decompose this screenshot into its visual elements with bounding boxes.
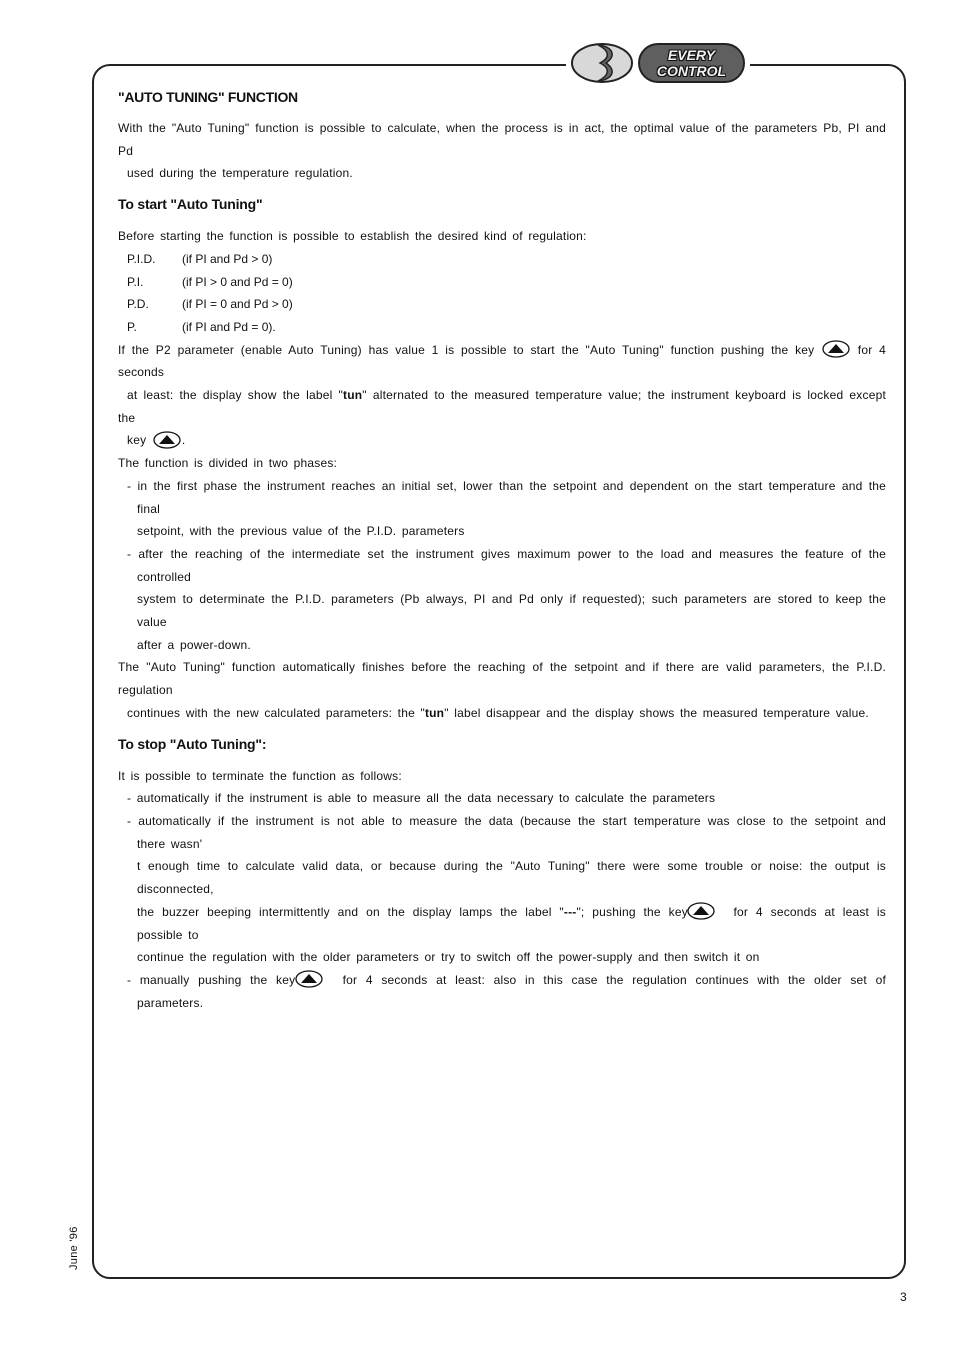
- stop-heading: To stop "Auto Tuning":: [118, 735, 267, 752]
- p2-paragraph: If the P2 parameter (enable Auto Tuning) has value 1 is possible to start the "Auto Tuning" function pushing the key for 4 seconds at least: the display show the label "tun" alternated to the measured temperature value; the instrument keyboard is locked except the key .: [118, 339, 886, 453]
- up-arrow-key-icon: [153, 431, 181, 449]
- intro-paragraph: With the "Auto Tuning" function is possible to calculate, when the process is in act, the optimal value of the parameters Pb, PI and Pd used during the temperature regulation.: [118, 121, 886, 181]
- page-number: 3: [900, 1290, 907, 1304]
- list-item: P. (if PI and Pd = 0).: [127, 319, 276, 334]
- stop-intro: It is possible to terminate the function as follows:: [118, 768, 402, 783]
- phases-intro: The function is divided in two phases:: [118, 456, 338, 471]
- logo-badge: [638, 43, 745, 83]
- start-heading: To start "Auto Tuning": [118, 196, 263, 213]
- finish-paragraph: The "Auto Tuning" function automatically finishes before the reaching of the setpoint and if there are valid parameters, the P.I.D. regulation continues with the new calculated parameters: the "tun" label disappear and the display shows the measured temperature value.: [118, 660, 886, 720]
- stop-item-2: - automatically if the instrument is not able to measure the data (because the start temperature was close to the setpoint and there wasn' t enough time to calculate valid data, or because during the "Auto Tuning" there were some trouble or noise: the output is disconnected, the buzzer beeping intermittently and on the display lamps the label "---"; pushing the key for 4 seconds at least is possible to continue the regulation with the older parameters or try to switch off the power-supply and then switch it on: [127, 813, 886, 965]
- logo-emblem-icon: [570, 42, 634, 84]
- stop-item-1: - automatically if the instrument is able to measure all the data necessary to calculate the parameters: [127, 791, 716, 806]
- footer-date: June '96: [68, 1226, 80, 1270]
- up-arrow-key-icon: [305, 970, 333, 988]
- start-before-text: Before starting the function is possible to establish the desired kind of regulation:: [118, 229, 587, 244]
- document-body: [118, 86, 886, 1014]
- section-title: "AUTO TUNING" FUNCTION: [118, 89, 298, 105]
- phase-2-item: - after the reaching of the intermediate set the instrument gives maximum power to the load and measures the feature of the controlled system to determinate the P.I.D. parameters (Pb always, PI and Pd only if requested); such parameters are stored to keep the value after a power-down.: [127, 546, 886, 652]
- logo-line-1: EVERY: [667, 47, 716, 63]
- up-arrow-key-icon: [697, 902, 725, 920]
- up-arrow-key-icon: [822, 340, 850, 358]
- regulation-list: [118, 248, 886, 339]
- list-item: P.D. (if PI = 0 and Pd > 0): [127, 297, 293, 312]
- logo-line-2: CONTROL: [656, 63, 727, 79]
- stop-item-3: - manually pushing the key for 4 seconds at least: also in this case the regulation continues with the older set of parameters.: [118, 969, 886, 1014]
- list-item: P.I.D. (if PI and Pd > 0): [127, 251, 273, 266]
- phase-1-item: - in the first phase the instrument reaches an initial set, lower than the setpoint and dependent on the start temperature and the final setpoint, with the previous value of the P.I.D. parameters: [127, 478, 886, 539]
- list-item: P.I. (if PI > 0 and Pd = 0): [127, 274, 293, 289]
